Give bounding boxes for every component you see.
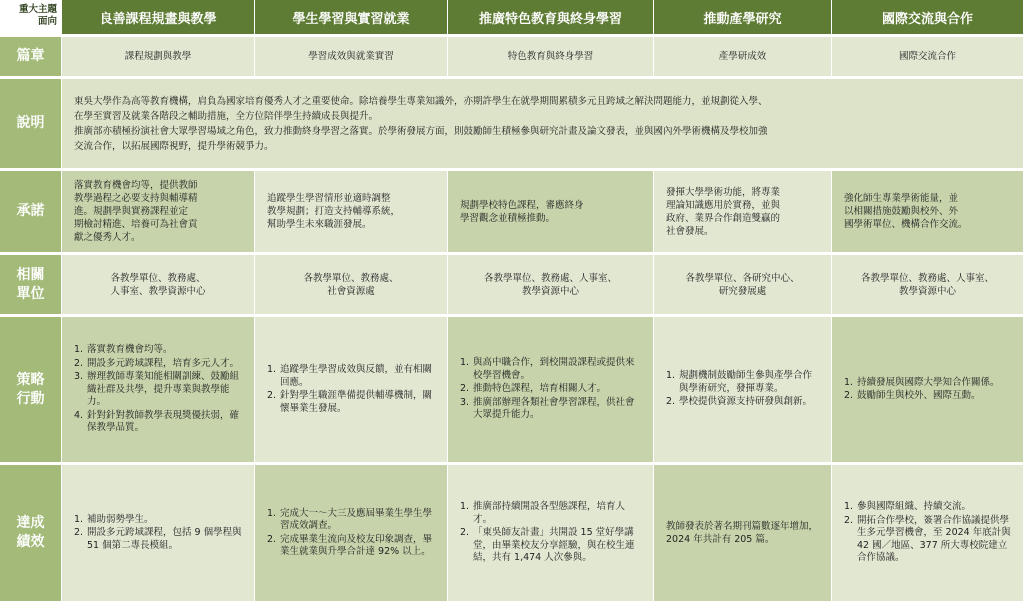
list-text: 追蹤學生學習成效與反饋，並有相關回應。	[280, 364, 433, 388]
results-list-2	[448, 501, 653, 565]
commitment-cell-1	[255, 171, 448, 255]
units-cell-1	[255, 255, 448, 317]
list-number: 1.	[267, 507, 277, 519]
row-header-strategy-line1: 策略	[16, 371, 45, 388]
list-item	[666, 396, 821, 409]
list-item	[460, 501, 643, 526]
corner-line2: 面向	[37, 16, 57, 27]
strategy-list-0	[62, 344, 254, 435]
units-cell-4	[832, 255, 1024, 317]
strategy-list-3	[654, 370, 831, 409]
strategy-cell-1	[255, 317, 448, 465]
description-line: 東吳大學作為高等教育機構，肩負為國家培育優秀人才之重要使命。除培養學生專業知識外，亦期許學生在就學期間累積多元且跨域之解決問題能力，並規劃從入學、	[74, 95, 768, 107]
results-cell-2	[448, 465, 654, 604]
column-header-2: 推廣特色教育與終身學習	[448, 0, 654, 37]
results-list-1	[255, 508, 447, 559]
row-header-strategy-line2: 行動	[16, 390, 45, 407]
text-line: 社會資源處	[327, 285, 375, 297]
list-item	[74, 527, 244, 552]
text-line: 理論知識應用於實務，並與	[666, 199, 781, 211]
list-text: 開設多元跨域課程，包括 9 個學程與 51 個第二專長模組。	[87, 527, 242, 551]
strategy-cell-2	[448, 317, 654, 465]
results-list-4	[832, 501, 1023, 565]
list-text: 持續發展與國際大學知合作關係。	[857, 376, 1000, 388]
list-text: 推動特色課程，培育相關人才。	[473, 383, 607, 395]
corner-line1: 重大主題	[18, 4, 57, 15]
commitment-cell-3	[654, 171, 832, 255]
list-number: 2.	[267, 533, 277, 545]
text-line: 學習觀念並積極推動。	[460, 212, 556, 224]
list-item	[267, 390, 437, 415]
text-line: 研究發展處	[718, 285, 767, 297]
list-number: 1.	[460, 357, 470, 369]
list-item	[74, 514, 244, 527]
list-number: 1.	[460, 501, 470, 513]
text-line: 政府、業界合作創造雙贏的	[666, 212, 781, 224]
text-line: 各教學單位、教務處、	[110, 272, 206, 284]
list-text: 開拓合作學校，簽署合作協議提供學生多元學習機會，至 2024 年底計與 42 國／地區、377 所大專校院建立合作協議。	[857, 514, 1011, 564]
units-text-2	[478, 272, 623, 298]
list-number: 2.	[460, 527, 470, 539]
results-cell-4	[832, 465, 1024, 604]
list-text: 推廣部辦理各類社會學習課程，供社會大眾提升能力。	[473, 396, 635, 421]
list-number: 3.	[460, 396, 470, 408]
row-header-results-line2: 績效	[16, 534, 45, 550]
commitment-text-4	[832, 192, 1023, 231]
list-number: 4.	[74, 409, 84, 421]
commitment-text-1	[255, 192, 447, 231]
text-line: 規劃學校特色課程，審應終身	[460, 199, 584, 211]
column-header-1: 學生學習與實習就業	[255, 0, 448, 37]
list-item	[460, 357, 643, 382]
text-line: 國學術單位、機構合作交流。	[844, 219, 968, 230]
chapter-cell-4: 國際交流合作	[832, 37, 1024, 79]
strategy-cell-0	[62, 317, 255, 465]
list-number: 3.	[74, 371, 84, 383]
list-text: 規劃機制鼓勵師生參與產學合作與學術研究，發揮專業。	[679, 370, 813, 394]
row-header-results-line1: 達成	[16, 515, 45, 531]
row-header-units-line2: 單位	[16, 285, 45, 302]
row-header-description: 說明	[0, 79, 62, 171]
list-item	[267, 508, 437, 533]
row-header-chapter: 篇章	[0, 37, 62, 79]
list-item	[267, 364, 437, 389]
text-line: 教學資源中心	[898, 285, 956, 297]
results-cell-3	[654, 465, 832, 604]
list-text: 完成大一～大三及應屆畢業生學生學習成效調查。	[280, 507, 433, 531]
list-number: 2.	[74, 357, 84, 369]
row-header-results	[0, 465, 62, 604]
column-header-3: 推動產學研究	[654, 0, 832, 37]
list-text: 「東吳師友計畫」共開設 15 堂好學講堂，由畢業校友分享經驗，與在校生連結，共有 1,474 人次參與。	[473, 527, 635, 564]
text-line: 人事室、教學資源中心	[110, 285, 206, 297]
list-text: 完成畢業生流向及校友印象調查，畢業生就業與升學合計達 92% 以上。	[280, 533, 433, 557]
list-text: 辦理教師專業知能相關訓練、鼓勵組織社群及共學，提升專業與教學能力。	[87, 371, 240, 408]
units-cell-0	[62, 255, 255, 317]
column-header-4: 國際交流與合作	[832, 0, 1024, 37]
description-line: 在學至實習及就業各階段之輔助措施，全方位陪伴學生持續成長與提升。	[74, 110, 379, 122]
list-number: 1.	[666, 370, 676, 382]
text-line: 發揮大學學術功能，將專業	[666, 186, 781, 198]
row-header-strategy	[0, 317, 62, 465]
list-item	[844, 515, 1013, 565]
results-cell-0	[62, 465, 255, 604]
results-list-0	[62, 514, 254, 553]
list-number: 2.	[460, 383, 470, 395]
list-text: 學校提供資源支持研發與創新。	[679, 396, 813, 408]
list-item	[460, 383, 643, 396]
row-header-commitment: 承諾	[0, 171, 62, 255]
chapter-cell-3: 產學研成效	[654, 37, 832, 79]
description-line: 推廣部亦積極扮演社會大眾學習場域之角色，致力推動終身學習之落實。於學術發展方面，則鼓勵師生積極參與研究計畫及論文發表，並與國內外學術機構及學校加強	[74, 125, 768, 137]
units-text-3	[679, 272, 805, 298]
results-text-3: 教師發表於著名期刊篇數逐年增加，2024 年共計有 205 篇。	[666, 521, 819, 545]
units-text-1	[297, 272, 404, 298]
text-line: 以相關措施鼓勵與校外、外	[844, 206, 959, 217]
list-item	[74, 410, 244, 435]
strategy-cell-3	[654, 317, 832, 465]
list-text: 針對學生職涯準備提供輔導機制，關懷畢業生發展。	[280, 390, 433, 414]
row-header-units-line1: 相關	[16, 266, 45, 283]
list-text: 推廣部持續開設各型態課程，培育人才。	[473, 501, 626, 525]
list-text: 鼓勵師生與校外、國際互動。	[857, 390, 981, 401]
list-number: 2.	[74, 527, 84, 539]
list-number: 2.	[844, 390, 854, 401]
chapter-cell-1: 學習成效與就業實習	[255, 37, 448, 79]
units-cell-2	[448, 255, 654, 317]
text-line: 教學規劃；打造支持輔導系統，	[267, 206, 401, 217]
commitment-cell-4	[832, 171, 1024, 255]
list-number: 1.	[74, 344, 84, 356]
commitment-text-3	[654, 186, 831, 238]
list-number: 2.	[844, 514, 854, 526]
text-line: 各教學單位、各研究中心、	[685, 272, 800, 284]
commitment-cell-2	[448, 171, 654, 255]
text-line: 落實教育機會均等，提供教師	[74, 180, 198, 191]
list-item	[844, 390, 1013, 403]
text-line: 追蹤學生學習情形並適時調整	[267, 193, 391, 204]
list-item	[74, 358, 244, 371]
text-line: 教學過程之必要支持與輔導精	[74, 193, 198, 204]
list-text: 針對針對教師教學表現獎優扶弱，確保教學品質。	[87, 409, 240, 434]
list-number: 1.	[844, 501, 854, 513]
description-cell	[62, 79, 1024, 171]
row-header-units	[0, 255, 62, 317]
list-item	[74, 344, 244, 357]
list-text: 與高中職合作，到校開設課程或提供來校學習機會。	[473, 357, 635, 381]
results-cell-1	[255, 465, 448, 604]
list-item	[666, 370, 821, 395]
column-header-0: 良善課程規畫與教學	[62, 0, 255, 37]
text-line: 教學資源中心	[521, 285, 579, 297]
commitment-cell-0	[62, 171, 255, 255]
list-text: 參與國際組織、持續交流。	[857, 501, 972, 513]
text-line: 期檢討精進、培養可為社會貢	[74, 219, 198, 230]
list-number: 2.	[267, 390, 277, 401]
text-line: 強化師生專業學術能量，並	[844, 193, 959, 204]
list-item	[844, 501, 1013, 514]
list-text: 落實教育機會均等。	[87, 344, 173, 356]
commitment-text-0	[62, 179, 254, 244]
text-line: 進。規劃學與實務課程並定	[74, 206, 189, 217]
units-cell-3	[654, 255, 832, 317]
list-text: 補助弱勢學生。	[87, 513, 154, 525]
list-item	[844, 377, 1013, 390]
description-text	[74, 94, 768, 154]
units-text-0	[104, 272, 211, 298]
text-line: 獻之優秀人才。	[74, 232, 141, 243]
commitment-text-2	[448, 199, 653, 225]
strategy-list-4	[832, 377, 1023, 403]
list-item	[460, 397, 643, 422]
text-line: 各教學單位、教務處、人事室、	[483, 272, 617, 284]
strategy-list-1	[255, 364, 447, 415]
description-line: 交流合作，以拓展國際視野，提升學術競爭力。	[74, 140, 274, 152]
text-line: 幫助學生未來職涯發展。	[267, 219, 372, 230]
strategy-list-2	[448, 357, 653, 422]
text-line: 各教學單位、教務處、	[303, 272, 399, 284]
list-number: 1.	[74, 513, 84, 525]
units-text-4	[855, 272, 1000, 298]
list-number: 2.	[666, 396, 676, 408]
text-line: 社會發展。	[666, 225, 714, 237]
list-item	[74, 371, 244, 409]
list-number: 1.	[844, 376, 854, 388]
list-item	[267, 534, 437, 559]
chapter-cell-2: 特色教育與終身學習	[448, 37, 654, 79]
text-line: 各教學單位、教務處、人事室、	[860, 272, 994, 284]
list-text: 開設多元跨域課程，培育多元人才。	[87, 357, 240, 369]
chapter-cell-0: 課程規劃與教學	[62, 37, 255, 79]
list-number: 1.	[267, 364, 277, 375]
corner-header	[0, 0, 62, 37]
list-item	[460, 527, 643, 565]
strategy-cell-4	[832, 317, 1024, 465]
